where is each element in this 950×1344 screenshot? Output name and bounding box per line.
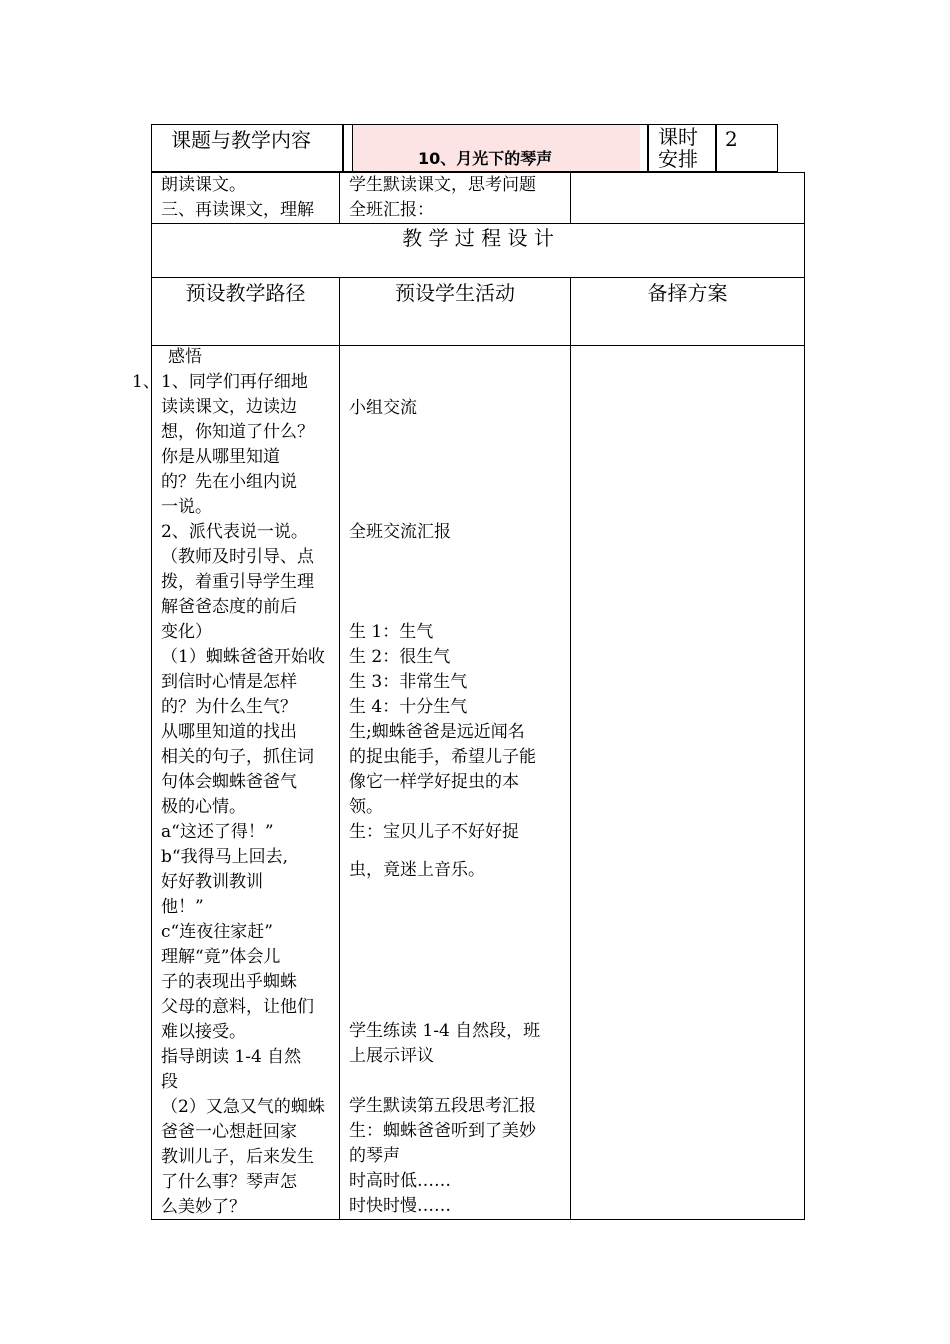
lesson-title: 10、月光下的琴声	[418, 149, 553, 168]
activity-baby-line1: 生：宝贝儿子不好好捉	[349, 822, 519, 842]
path-line: 到信时心情是怎样	[161, 672, 297, 692]
activity-heard-line1: 生：蜘蛛爸爸听到了美妙	[349, 1121, 536, 1141]
path-line: 极的心情。	[161, 797, 246, 817]
path-line: 子的表现出乎蜘蛛	[161, 972, 297, 992]
activity-student-4: 生 4：十分生气	[349, 697, 468, 717]
activity-heard-line2: 的琴声	[349, 1146, 400, 1166]
period-label-line1: 课时	[658, 125, 698, 149]
top-mid-line2: 全班汇报：	[349, 200, 434, 220]
path-line: 一说。	[161, 497, 212, 517]
activity-famous-line1: 生;蜘蛛爸爸是远近闻名	[349, 722, 525, 742]
path-line: 的？先在小组内说	[161, 472, 297, 492]
path-line: 难以接受。	[161, 1022, 246, 1042]
activity-student-2: 生 2：很生气	[349, 647, 451, 667]
section-title: 教 学 过 程 设 计	[402, 226, 554, 250]
path-line: 相关的句子，抓住词	[161, 747, 314, 767]
path-line: 感悟	[168, 347, 202, 367]
subject-label: 课题与教学内容	[171, 128, 311, 152]
top-left-line1: 朗读课文。	[161, 175, 246, 195]
path-line: 你是从哪里知道	[161, 447, 280, 467]
activity-student-3: 生 3：非常生气	[349, 672, 468, 692]
activity-famous-line2: 的捉虫能手，希望儿子能	[349, 747, 536, 767]
path-line: 教训儿子，后来发生	[161, 1147, 314, 1167]
col-header-activity: 预设学生活动	[395, 281, 515, 305]
activity-read-paragraph5: 学生默读第五段思考汇报	[349, 1096, 536, 1116]
path-line: 指导朗读 1-4 自然	[161, 1047, 302, 1067]
activity-high-low: 时高时低……	[349, 1171, 451, 1191]
path-line: 好好教训教训	[161, 872, 263, 892]
path-line: 父母的意料，让他们	[161, 997, 314, 1017]
path-line: 他！”	[161, 897, 204, 917]
activity-baby-line2: 虫，竟迷上音乐。	[349, 860, 485, 880]
activity-practice-line1: 学生练读 1-4 自然段，班	[349, 1021, 541, 1041]
path-line: 的？为什么生气？	[161, 697, 297, 717]
path-line: 段	[161, 1072, 178, 1092]
activity-group-discussion: 小组交流	[349, 398, 417, 418]
path-line: b“我得马上回去,	[161, 847, 288, 867]
path-line: 解爸爸态度的前后	[161, 597, 297, 617]
top-mid-line1: 学生默读课文，思考问题	[349, 175, 536, 195]
path-line: （2）又急又气的蜘蛛	[161, 1097, 325, 1117]
activity-student-1: 生 1：生气	[349, 622, 434, 642]
col-header-path: 预设教学路径	[185, 281, 306, 305]
activity-class-report: 全班交流汇报	[349, 522, 451, 542]
path-line: 从哪里知道的找出	[161, 722, 297, 742]
top-left-line2: 三、再读课文，理解	[161, 200, 314, 220]
path-line: 理解“竟”体会儿	[161, 947, 281, 967]
path-line: 1、同学们再仔细地	[161, 372, 308, 392]
activity-famous-line4: 领。	[349, 797, 383, 817]
top-right-cell	[570, 172, 805, 224]
activity-practice-line2: 上展示评议	[349, 1046, 434, 1066]
path-line: 2、派代表说一说。	[161, 522, 308, 542]
path-line: 么美妙了？	[161, 1197, 246, 1217]
path-line: 拨，着重引导学生理	[161, 572, 314, 592]
path-line: 想，你知道了什么？	[161, 422, 314, 442]
path-line: （教师及时引导、点	[161, 547, 314, 567]
path-line: 读读课文，边读边	[161, 397, 297, 417]
alternative-body-cell	[570, 345, 805, 1220]
path-line: （1）蜘蛛爸爸开始收	[161, 647, 325, 667]
path-line: 变化）	[161, 622, 212, 642]
activity-fast-slow: 时快时慢……	[349, 1196, 451, 1216]
col-header-alternative: 备择方案	[647, 281, 728, 305]
period-value: 2	[725, 127, 738, 151]
path-line: 爸爸一心想赶回家	[161, 1122, 297, 1142]
path-line: c“连夜往家赶”	[161, 922, 273, 942]
path-line: 句体会蜘蛛爸爸气	[161, 772, 297, 792]
margin-number: 1、	[132, 372, 160, 392]
activity-famous-line3: 像它一样学好捉虫的本	[349, 772, 519, 792]
path-line: 了什么事？琴声怎	[161, 1172, 297, 1192]
path-line: a“这还了得！”	[161, 822, 274, 842]
period-label-line2: 安排	[658, 147, 698, 171]
